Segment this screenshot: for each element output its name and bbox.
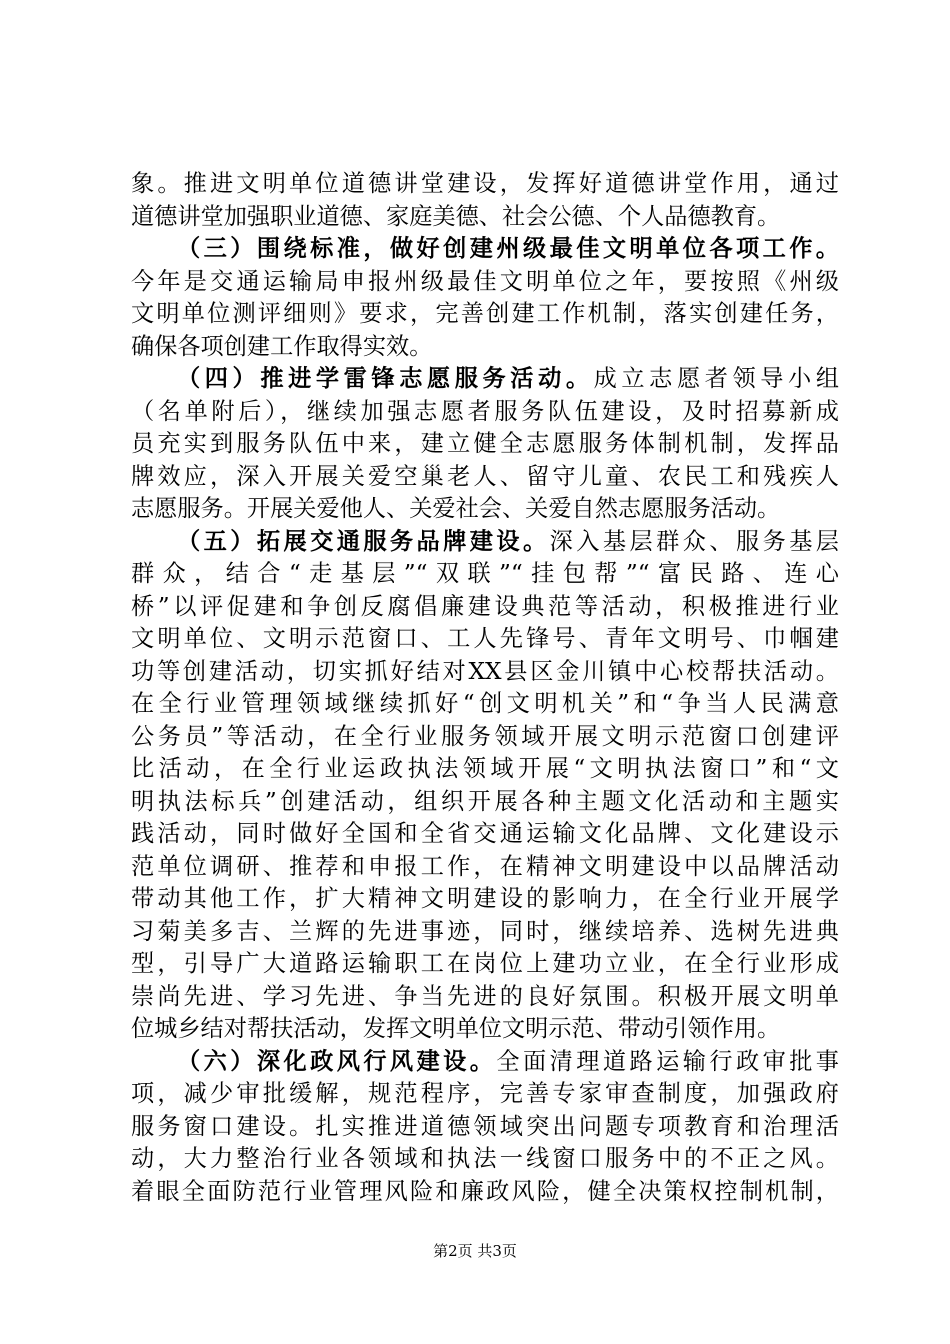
line-text: 着眼全面防范行业管理风险和廉政风险，健全决策权控制机制， [131, 1177, 839, 1205]
line-text: 服务窗口建设。扎实推进道德领域突出问题专项教育和治理活 [131, 1112, 839, 1140]
paragraph-line [131, 1176, 839, 1209]
paragraph-line [131, 688, 839, 721]
line-text: 公务员”等活动，在全行业服务领域开展文明示范窗口创建评 [131, 722, 839, 750]
paragraph-line [131, 851, 839, 884]
page-footer [0, 1240, 950, 1261]
line-text: 深入基层群众、服务基层 [549, 527, 839, 555]
paragraph-line [131, 1111, 839, 1144]
line-text: 牌效应，深入开展关爱空巢老人、留守儿童、农民工和残疾人 [131, 462, 839, 490]
line-text: 文明单位、文明示范窗口、工人先锋号、青年文明号、巾帼建 [131, 625, 839, 652]
paragraph-line [131, 1143, 839, 1176]
line-text: 在全行业管理领域继续抓好“创文明机关”和“争当人民满意 [131, 690, 839, 717]
line-text: 型，引导广大道路运输职工在岗位上建功立业，在全行业形成 [131, 950, 839, 977]
line-text: 桥”以评促建和争创反腐倡廉建设典范等活动，积极推进行业 [131, 592, 839, 620]
paragraph-line [131, 558, 839, 591]
line-text: 象。推进文明单位道德讲堂建设，发挥好道德讲堂作用，通过 [131, 170, 839, 197]
paragraph-line [131, 1013, 839, 1046]
paragraph-line [131, 396, 839, 429]
section-heading: （三）围绕标准，做好创建州级最佳文明单位各项工作。 [177, 235, 839, 262]
page-number-label: 第2页 共3页 [433, 1242, 517, 1260]
paragraph-line [131, 266, 839, 299]
line-text: 位城乡结对帮扶活动，发挥文明单位文明示范、带动引领作用。 [131, 1015, 781, 1042]
paragraph-line [131, 461, 839, 494]
paragraph-line [131, 916, 839, 949]
paragraph-line [131, 331, 839, 364]
paragraph-line [131, 721, 839, 754]
line-text: 文明单位测评细则》要求，完善创建工作机制，落实创建任务， [131, 300, 839, 327]
line-text: 比活动，在全行业运政执法领域开展“文明执法窗口”和“文 [131, 755, 839, 782]
section-heading: （四）推进学雷锋志愿服务活动。 [177, 365, 594, 392]
paragraph-line [131, 656, 839, 689]
line-text: 道德讲堂加强职业道德、家庭美德、社会公德、个人品德教育。 [131, 202, 781, 230]
line-text: 确保各项创建工作取得实效。 [131, 332, 433, 360]
line-text: 今年是交通运输局申报州级最佳文明单位之年，要按照《州级 [131, 267, 839, 295]
section-heading: （五）拓展交通服务品牌建设。 [177, 527, 550, 555]
section-heading: （六）深化政风行风建设。 [177, 1047, 497, 1075]
paragraph-line [131, 753, 839, 786]
paragraph-line [131, 818, 839, 851]
section-heading-line [131, 363, 839, 396]
paragraph-line [131, 493, 839, 526]
section-heading-line [131, 526, 839, 559]
line-text: 员充实到服务队伍中来，建立健全志愿服务体制机制，发挥品 [131, 430, 839, 457]
paragraph-line [131, 623, 839, 656]
paragraph-line [131, 786, 839, 819]
line-text: 崇尚先进、学习先进、争当先进的良好氛围。积极开展文明单 [131, 982, 839, 1010]
line-text: 志愿服务。开展关爱他人、关爱社会、关爱自然志愿服务活动。 [131, 495, 781, 522]
paragraph-line [131, 883, 839, 916]
paragraph-line [131, 591, 839, 624]
paragraph-line [131, 981, 839, 1014]
paragraph-line [131, 168, 839, 201]
line-text: 践活动，同时做好全国和全省交通运输文化品牌、文化建设示 [131, 820, 839, 847]
line-text: （名单附后），继续加强志愿者服务队伍建设，及时招募新成 [131, 397, 839, 425]
paragraph-line [131, 1078, 839, 1111]
line-text: 动，大力整治行业各领域和执法一线窗口服务中的不正之风。 [131, 1145, 839, 1172]
section-heading-line [131, 1046, 839, 1079]
line-text: 全面清理道路运输行政审批事 [496, 1047, 839, 1075]
section-heading-line [131, 233, 839, 266]
paragraph-line [131, 298, 839, 331]
line-text: 功等创建活动，切实抓好结对XX县区金川镇中心校帮扶活动。 [131, 657, 839, 685]
line-text: 带动其他工作，扩大精神文明建设的影响力，在全行业开展学 [131, 885, 839, 912]
paragraph-line [131, 201, 839, 234]
document-body [131, 168, 839, 1208]
paragraph-line [131, 948, 839, 981]
line-text: 项，减少审批缓解，规范程序，完善专家审查制度，加强政府 [131, 1080, 839, 1107]
line-text: 明执法标兵”创建活动，组织开展各种主题文化活动和主题实 [131, 787, 839, 815]
line-text: 习菊美多吉、兰辉的先进事迹，同时，继续培养、选树先进典 [131, 917, 839, 945]
line-text: 群众，结合“走基层”“双联”“挂包帮”“富民路、连心 [131, 560, 839, 587]
line-text: 成立志愿者领导小组 [593, 365, 839, 392]
line-text: 范单位调研、推荐和申报工作，在精神文明建设中以品牌活动 [131, 852, 839, 880]
paragraph-line [131, 428, 839, 461]
